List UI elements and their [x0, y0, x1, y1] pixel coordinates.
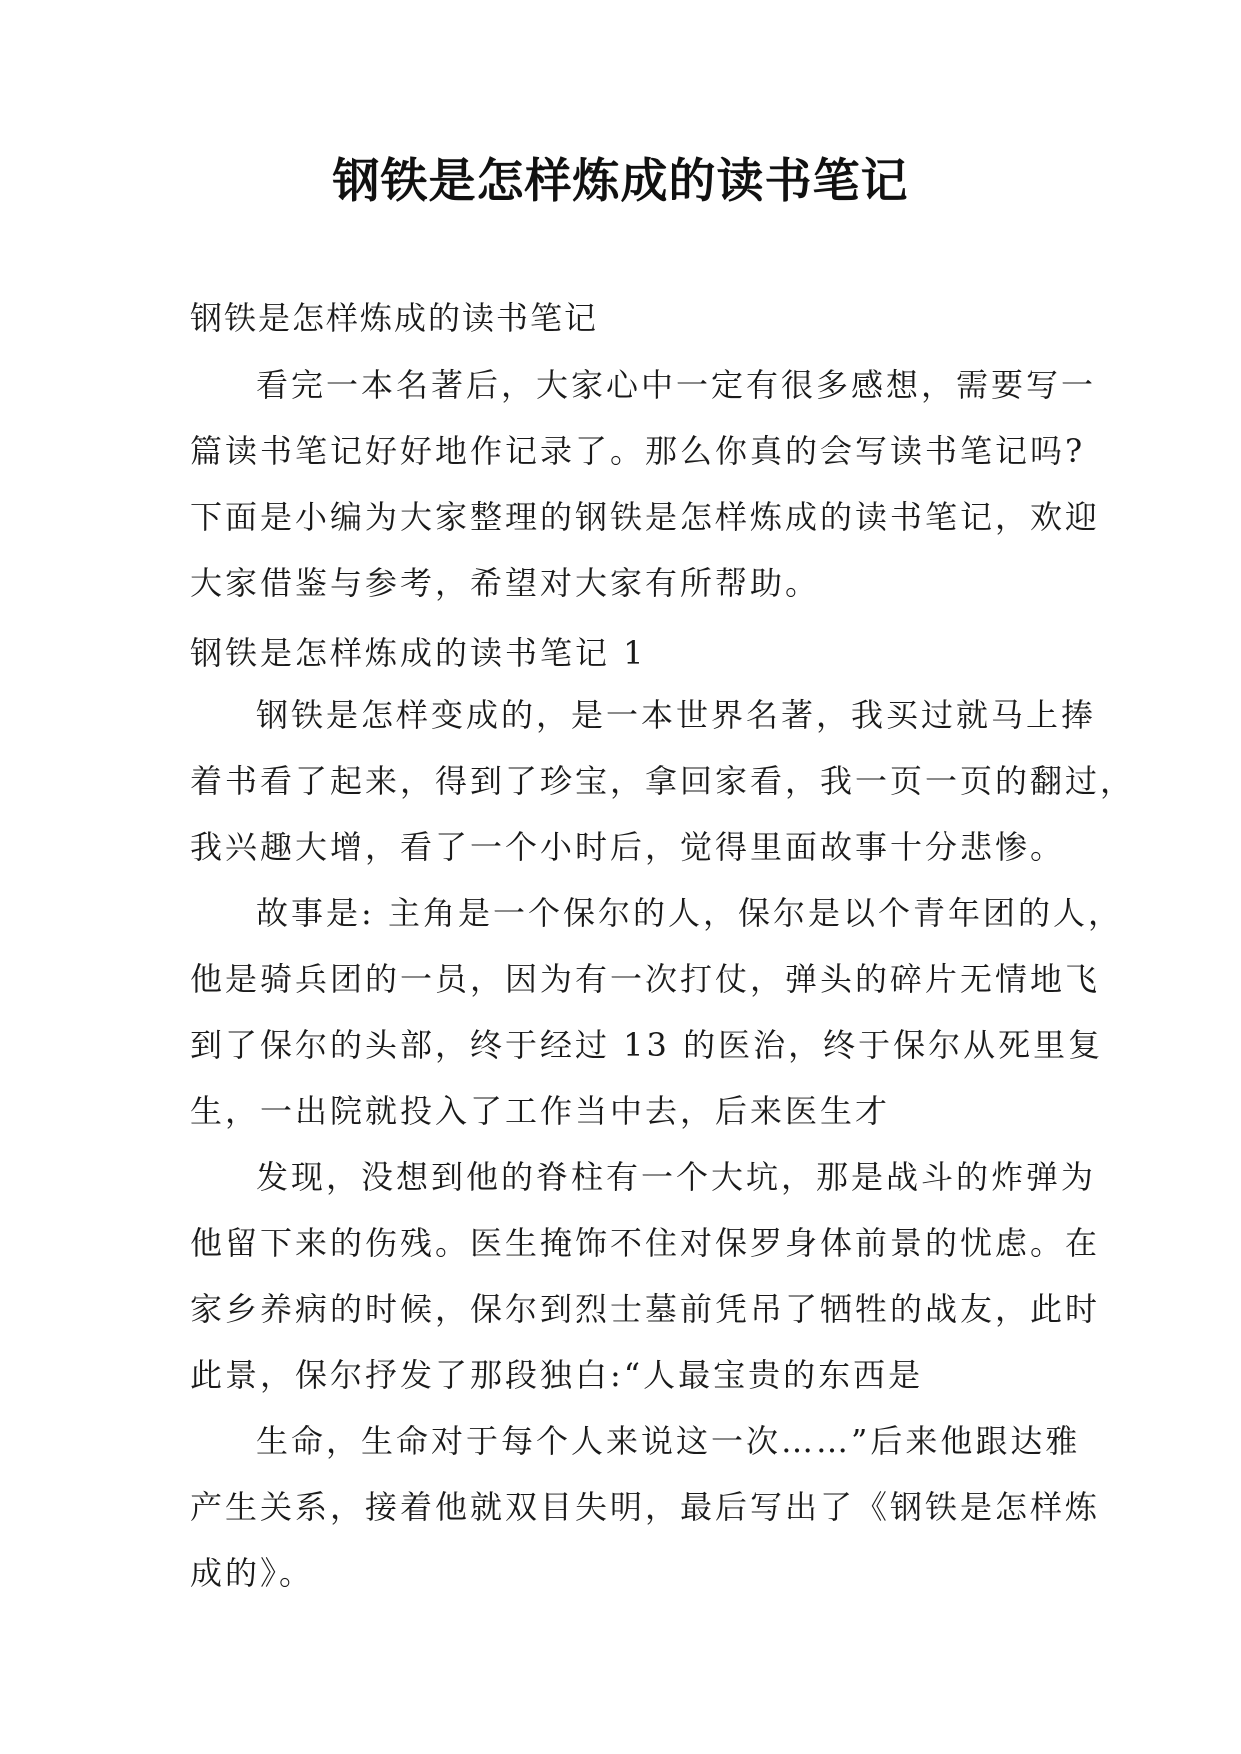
body-line: 我兴趣大增，看了一个小时后，觉得里面故事十分悲惨。 [190, 828, 1066, 866]
body-line: 他留下来的伤残。医生掩饰不住对保罗身体前景的忧虑。在 [190, 1224, 1101, 1262]
body-line: 发现，没想到他的脊柱有一个大坑，那是战斗的炸弹为 [256, 1158, 1097, 1196]
body-line: 家乡养病的时候，保尔到烈士墓前凭吊了牺牲的战友，此时 [190, 1290, 1101, 1328]
document-subtitle: 钢铁是怎样炼成的读书笔记 [190, 299, 599, 337]
intro-line: 大家借鉴与参考，希望对大家有所帮助。 [190, 564, 821, 602]
intro-paragraph [190, 352, 1101, 616]
intro-line: 篇读书笔记好好地作记录了。那么你真的会写读书笔记吗? [190, 432, 1086, 470]
body-line: 到了保尔的头部，终于经过 13 的医治，终于保尔从死里复 [190, 1026, 1104, 1064]
intro-line: 看完一本名著后，大家心中一定有很多感想，需要写一 [256, 366, 1097, 404]
section-heading-text: 钢铁是怎样炼成的读书笔记 1 [190, 634, 647, 672]
intro-line: 下面是小编为大家整理的钢铁是怎样炼成的读书笔记，欢迎 [190, 498, 1101, 536]
body-line: 产生关系，接着他就双目失明，最后写出了《钢铁是怎样炼 [190, 1488, 1101, 1526]
document-title: 钢铁是怎样炼成的读书笔记 [332, 154, 909, 209]
body-line: 着书看了起来，得到了珍宝，拿回家看，我一页一页的翻过， [190, 762, 1136, 800]
body-line: 生命，生命对于每个人来说这一次……”后来他跟达雅 [256, 1422, 1081, 1460]
body-line: 生，一出院就投入了工作当中去，后来医生才 [190, 1092, 891, 1130]
body-line: 此景，保尔抒发了那段独白:“人最宝贵的东西是 [190, 1356, 924, 1394]
body-line: 他是骑兵团的一员，因为有一次打仗，弹头的碎片无情地飞 [190, 960, 1101, 998]
section-heading [190, 620, 1070, 686]
section-body [190, 682, 1136, 1606]
body-line: 故事是: 主角是一个保尔的人，保尔是以个青年团的人， [256, 894, 1123, 932]
body-line: 成的》。 [190, 1554, 315, 1592]
body-line: 钢铁是怎样变成的，是一本世界名著，我买过就马上捧 [256, 696, 1097, 734]
